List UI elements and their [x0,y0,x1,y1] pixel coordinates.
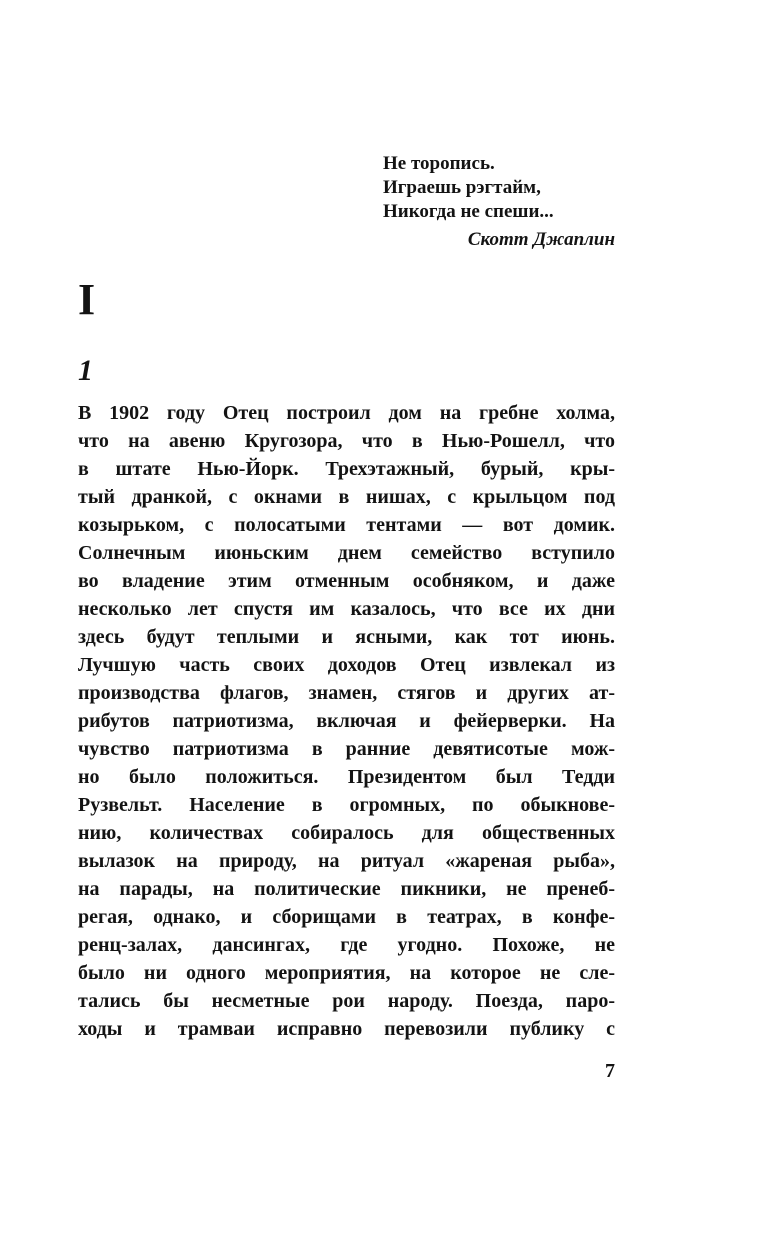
body-line: вылазок на природу, на ритуал «жареная рыба», [78,850,615,872]
page-number: 7 [605,1060,615,1082]
body-text [78,399,615,1043]
body-line: несколько лет спустя им казалось, что все их дни [78,598,615,620]
body-line: рибутов патриотизма, включая и фейерверки. На [78,710,615,732]
epigraph-attribution: Скотт Джаплин [467,229,615,250]
body-line: козырьком, с полосатыми тентами — вот домик. [78,514,615,536]
epigraph-line: Никогда не спеши... [383,201,554,222]
body-line: что на авеню Кругозора, что в Нью-Рошелл, что [78,430,615,452]
epigraph [383,152,615,252]
epigraph-line: Играешь рэгтайм, [383,177,541,198]
body-line: регая, однако, и сборищами в театрах, в конфе- [78,906,615,928]
body-line: В 1902 году Отец построил дом на гребне холма, [78,402,615,424]
body-line: было ни одного мероприятия, на которое не сле- [78,962,615,984]
body-line: но было положиться. Президентом был Тедди [78,766,615,788]
body-line: чувство патриотизма в ранние девятисотые мож- [78,738,615,760]
body-line: тались бы несметные рои народу. Поезда, паро- [78,990,615,1012]
body-line: Рузвельт. Население в огромных, по обыкнове- [78,794,615,816]
body-line: производства флагов, знамен, стягов и других ат- [78,682,615,704]
chapter-heading: I [78,275,96,324]
body-line: здесь будут теплыми и ясными, как тот июнь. [78,626,615,648]
body-line: Лучшую часть своих доходов Отец извлекал из [78,654,615,676]
body-line: в штате Нью-Йорк. Трехэтажный, бурый, кры- [78,458,615,480]
body-line: на парады, на политические пикники, не пренеб- [78,878,615,900]
body-line: Солнечным июньским днем семейство вступило [78,542,615,564]
section-number: 1 [78,354,93,387]
body-line: тый дранкой, с окнами в нишах, с крыльцом под [78,486,615,508]
body-line: во владение этим отменным особняком, и даже [78,570,615,592]
epigraph-line: Не торопись. [383,153,495,174]
body-line: нию, количествах собиралось для общественных [78,822,615,844]
body-line: ренц-залах, дансингах, где угодно. Похоже, не [78,934,615,956]
body-line: ходы и трамваи исправно перевозили публику с [78,1018,615,1040]
